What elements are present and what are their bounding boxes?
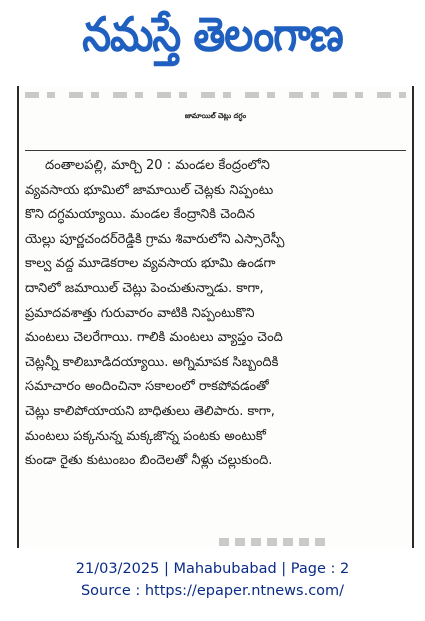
body-line: చెట్లు కాలిపోయాయని బాధితులు తెలిపారు. కాగా, [25, 403, 275, 419]
headline-divider [25, 150, 406, 151]
source-line: Source : https://epaper.ntnews.com/ [80, 583, 345, 599]
body-line: దంతాలపల్లి, మార్చి 20 : మండల కేంద్రంలోని [45, 158, 270, 173]
body-line: దానిలో జమాయిల్ చెట్లు పెంచుతున్నాడు. కాగా, [25, 280, 264, 296]
body-line: వ్యవసాయ భూమిలో జామాయిల్ చెట్లకు నిప్పంటు [25, 182, 274, 198]
newspaper-logo: నమస్తే తెలంగాణ [82, 6, 343, 62]
cut-off-text-fragment [25, 92, 406, 98]
edition-date-line: 21/03/2025 | Mahabubabad | Page : 2 [75, 561, 350, 577]
body-line: యెల్లు పూర్ణచందర్‌రెడ్డికి గ్రామ శివారులోని ఎస్సారెస్పీ [25, 231, 285, 247]
cut-off-text-fragment [219, 538, 329, 546]
body-line: మంటలు పక్కనున్న మక్కజొన్న పంటకు అంటుకో [25, 428, 266, 444]
article-body [19, 154, 412, 474]
body-line: చెట్లన్నీ కాలిబూడిదయ్యాయి. అగ్నిమాపక సిబ్బందికి [25, 354, 279, 370]
body-line: సమాచారం అందించినా సకాలంలో రాకపోవడంతో [25, 379, 269, 395]
masthead [0, 0, 425, 80]
article-clipping [17, 86, 414, 548]
body-line: ప్రమాదవశాత్తు గురువారం వాటికి నిప్పంటుకొని [25, 305, 255, 321]
body-line: కాల్వ వద్ద మూడెకరాల వ్యవసాయ భూమి ఉండగా [25, 256, 276, 272]
body-line: కొని దగ్ధమయ్యాయి. మండల కేంద్రానికి చెందిన [25, 207, 255, 223]
page-footer [0, 558, 425, 602]
body-line: కుండా రైతు కుటుంబం బిందెలతో నీళ్లు చల్లుకుంది. [25, 453, 273, 469]
body-line: మంటలు చెలరేగాయి. గాలికి మంటలు వ్యాప్తం చెంది [25, 330, 283, 346]
article-headline: జామాయిల్ చెట్లు దగ్ధం [184, 112, 247, 120]
